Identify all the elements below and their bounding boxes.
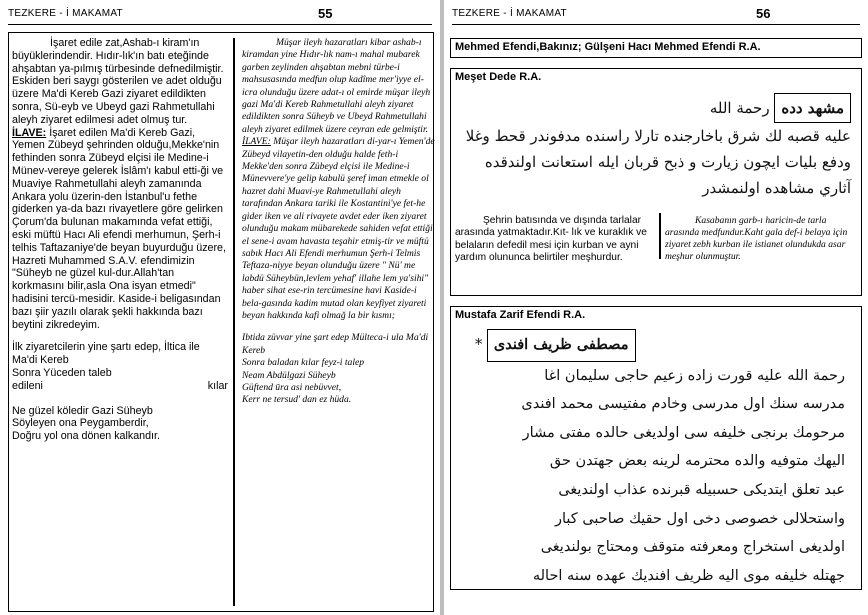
asterisk-mark: * xyxy=(475,337,483,353)
poem-line: Söyleyen ona Peygamberdir, xyxy=(12,417,149,430)
mustafa-title: Mustafa Zarif Efendi R.A. xyxy=(455,309,586,321)
arabic-line xyxy=(455,329,845,362)
header-rule xyxy=(452,24,860,25)
meset-arabic-text xyxy=(455,93,851,201)
column-divider xyxy=(233,38,235,606)
mustafa-zarif-box xyxy=(450,306,862,590)
arabic-line: مرحومك برنجى خليفه سى اولديغى حالده مفتى مشار xyxy=(522,424,845,441)
ottoman-poem-line: Neam Abdülgazi Süheyb xyxy=(242,369,336,381)
ottoman-paragraph: Müşar ileyh hazaratları kibar ashab-ı kiramdan yine Hıdır-lık nam-ı mahal mubarek garben zeylinden ahşabtan mebni türbe-i mahsusasında medfun olup kadîme mer'iyye el-icra olunduğu üzere adat-ı ol emirde müşar ileyh gazi Ma'di Kereb Rahmetullahi aleyh ziyaret edildikten sonra Süheyb ve Ubeyd Rahmetullahi aleyh ziyaret edilmek üzere ceyran ede gelmiştir. xyxy=(242,37,431,135)
poem-line: Ne güzel köledir Gazi Süheyb xyxy=(12,404,153,417)
meset-title: Meşet Dede R.A. xyxy=(455,71,542,83)
reference-text: Mehmed Efendi,Bakınız; Gülşeni Hacı Mehmed Efendi R.A. xyxy=(455,41,761,53)
page-number: 55 xyxy=(318,6,333,21)
verse-split-right: kılar xyxy=(207,379,228,392)
verse-split-line xyxy=(12,380,228,393)
ottoman-poem-line: Kerr ne tersud' dan ez hüda. xyxy=(242,394,352,406)
arabic-line: جهتله خليفه موى اليه ظريف افنديك عهده سنه احاله xyxy=(532,567,845,584)
arabic-line: عبد تعلق ايتديكى حسبيله قبرنده عذاب اولنديغى xyxy=(558,481,845,498)
ottoman-poem-line: Güftend ūra asi nebüvvet, xyxy=(242,381,342,393)
meset-ottoman-text: Kasabanın garb-ı haricin-de tarla arasında medfundur.Kaht gala def-i belaya için ziyaret zebh kurban ile istianet olundukda asar meşhur olunmuştur. xyxy=(665,215,848,262)
meset-dede-box xyxy=(450,68,862,296)
ottoman-ilave-paragraph xyxy=(242,136,436,322)
ottoman-ilave-label: İLAVE: xyxy=(242,136,271,148)
arabic-line: ودفع بليات ايچون زيارت و ذبح قربان ايله استعانت اولندقده xyxy=(484,153,851,171)
meset-arabic-suffix: رحمة الله xyxy=(709,99,770,117)
header-rule xyxy=(8,24,432,25)
meset-turkish xyxy=(455,215,653,265)
mustafa-arabic-text xyxy=(455,329,845,590)
turkish-paragraph: İşaret edile zat,Ashab-ı kiram'ın büyüklerindendir. Hıdır-lık'ın batı eteğinde ahşabtan ya-pılmış türbesinde defnedilmiştir. Eskiden beri saygı gösterilen ve adet olduğu üzere Ma'di Kereb Gazi ziyaret edildikten sonra, Sü-eyb ve Ubeyd gazi Rahmetullahi aleyh ziyaret edilmesi adet olmuş tur. xyxy=(12,37,224,126)
turkish-paragraph: Yemen Zübeyd şehrinden olduğu,Mekke'nin fethinden sonra Zübeyd elçisi ile Medine-i Münev-vereye gelerek İslâm'ı kabul etti-ği ve Muaviye Rahmetullahi aleyh zamanında Ankara yolu üzerin-den İstanbul'u fethe giderken ya-da bazı rivayetlere göre gelirken Çorum'da bulunan makamında vefat ettiği, eski müftü Hacı Ali efendi merhumun, Şerh-i telhis Taftazaniye'de beyan buyurduğu üzere, Hazreti Muhammed S.A.V. efendimizin "Süheyb ne güzel kul-dur.Allah'tan korkmasını bilir,asla Ona isyan etmedi" hadisini tercü-mesidir. Kaside-i beligasından bazı şiir yazılı olarak şekli hakkında bazı beytini zikredeyim. xyxy=(12,139,226,331)
verse-line: Ma'di Kereb xyxy=(12,354,69,367)
ilave-label: İLAVE: xyxy=(12,126,47,139)
mustafa-arabic-label: مصطفى ظريف افندى xyxy=(487,329,636,362)
verse-intro: İlk ziyaretcilerin yine şartı edep, İltica ile xyxy=(12,341,200,354)
meset-ottoman xyxy=(665,215,861,263)
arabic-line: عليه قصبه لك شرق باخارجنده تارلا راسنده مدفوندر قحط وغلا xyxy=(465,127,851,145)
page-number: 56 xyxy=(756,6,771,21)
arabic-line: آثاري مشاهده اولنمشدر xyxy=(702,179,851,197)
poem-line: Doğru yol ona dönen kalkandır. xyxy=(12,430,160,443)
header-title: TEZKERE - İ MAKAMAT xyxy=(452,8,567,19)
ottoman-paragraph: Müşar ileyh hazaratları di-yar-ı Yemen'de Zübeyd vilayetin-den olduğu halde feth-i Mekke'den sonra Zübeyd elçisi ile Medine-i Münevvere'ye gelip kabulü şeref iman etmekle ol hazret dahi Muavi-ye Rahmetullahi aleyh tarafından Ankara tariki ile Kostantini'ye fet-he gider iken ve ali rivayete avdet eder iken ziyaret olunduğu makam mübarekede sahiden vefat ettiği el sene-i avam havasta teşahir etmiş-tir ve müftü sabık Hacı Ali Efendi merhumun Şerh-i Telmis Teftaza-niyye beyan olunduğu üzere " Nü' me labdü Süheybün,levlem yehaf' illahe lem ya'sihi" haber sihat ese-rin tercümesine havi Kaside-i bela-gasında kadim mutad olan keyfiyet ziyareti beyan hakkında kafi olmağ la bir kısmı; xyxy=(242,136,435,321)
ottoman-column xyxy=(242,37,436,407)
arabic-line: مدرسه سنك اول مدرسى وخادم مفتيسى محمد افندى xyxy=(521,396,845,413)
page-header xyxy=(452,6,860,24)
page-header xyxy=(8,6,432,24)
arabic-line xyxy=(455,93,851,123)
arabic-line: اليهك متوفيه والده محترمه لرينه بعض جهتدن حق xyxy=(549,453,845,470)
ottoman-poem-line: Sonra baladan kılar feyz-i talep xyxy=(242,357,365,369)
arabic-line: رحمة الله عليه قورت زاده زعيم حاجى سليمان اغا xyxy=(544,367,845,384)
header-title: TEZKERE - İ MAKAMAT xyxy=(8,8,123,19)
verse-line: Sonra Yüceden taleb xyxy=(12,366,112,379)
ottoman-paragraph: Ibtida züvvar yine şart edep Mülteca-i ula Ma'di Kereb xyxy=(242,332,429,356)
arabic-line: اولديغى استخراج ومعرفته متوقف ومحتاج بولنديغى xyxy=(540,539,845,556)
meset-turkish-text: Şehrin batısında ve dışında tarlalar arasında yatmaktadır.Kıt- lık ve kuraklık ve belaların defedil mesi için kurban ve ayni yardım olununca belirtiler meşhurdur. xyxy=(455,215,647,264)
verse-split-left: edileni xyxy=(12,379,43,392)
meset-arabic-label: مشهد دده xyxy=(774,93,851,123)
reference-box xyxy=(450,38,862,58)
turkish-column xyxy=(12,37,228,443)
arabic-line: واستحلالى خصوصى دخى اول حقيك صاحبى كبار xyxy=(555,510,845,527)
ilave-paragraph xyxy=(12,127,228,332)
ilave-text: İşaret edilen Ma'di Kereb Gazi, xyxy=(49,126,196,139)
column-divider xyxy=(659,213,661,259)
